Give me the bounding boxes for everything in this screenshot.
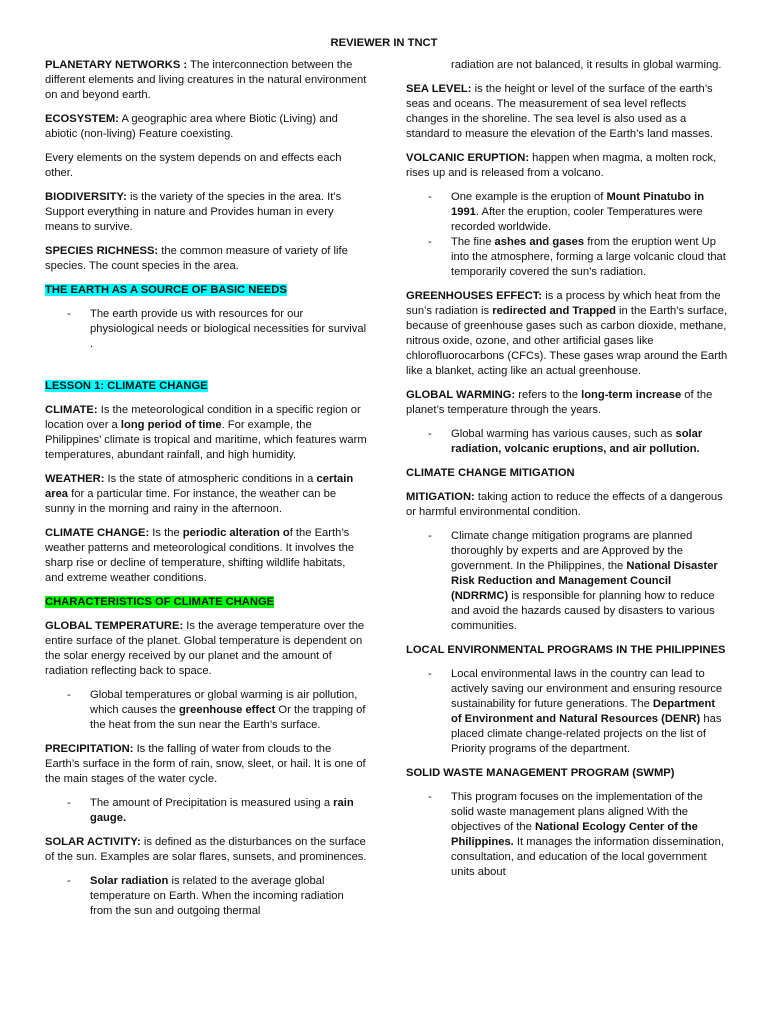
emphasis-text: solar radiation, volcanic eruptions, and air pollution. — [451, 428, 703, 455]
paragraph-greenhouse-effect — [406, 289, 728, 379]
definition-text: taking action to reduce the effects of a dangerous or harmful environmental condition. — [406, 491, 723, 518]
emphasis-text: ashes and gases — [494, 236, 585, 248]
emphasis-text: periodic alteration o — [182, 527, 290, 539]
emphasis-text: long period of time — [120, 419, 222, 431]
paragraph-precipitation — [45, 742, 367, 787]
emphasis-text: National Ecology Center of the Philippines. — [451, 821, 698, 848]
term-mitigation: MITIGATION: — [406, 491, 475, 503]
list-item-text: The earth provide us with resources for our physiological needs or biological necessities for survival . — [90, 308, 367, 350]
emphasis-text: Mount Pinatubo in 1991 — [451, 191, 705, 218]
list-item-text: is responsible for planning how to reduce and avoid the hazards caused by disasters to various communities. — [451, 590, 715, 632]
term-solar-activity: SOLAR ACTIVITY: — [45, 836, 141, 848]
definition-text: of the planet’s temperature through the years. — [406, 389, 713, 416]
definition-text: is a process by which heat from the sun’s radiation is — [406, 290, 721, 317]
bullet-list — [406, 790, 728, 880]
bullet-list — [406, 427, 728, 457]
emphasis-text: greenhouse effect — [178, 704, 276, 716]
term-biodiversity: BIODIVERSITY: — [45, 191, 127, 203]
list-item-text: has placed climate change-related projects on the list of Priority programs of the department. — [451, 713, 722, 755]
definition-text: in the Earth’s surface, because of greenhouse gases such as carbon dioxide, methane, nitrous oxide, ozone, and other artificial gases like chlorofluorocarbons (CFCs). These gases wrap around the Earth like a blanket, acting like an actual greenhouse. — [406, 305, 728, 377]
definition-text: is defined as the disturbances on the surface of the sun. Examples are solar flares, sunsets, and prominences. — [45, 836, 367, 863]
paragraph-volcanic-eruption — [406, 151, 728, 181]
paragraph-mitigation — [406, 490, 728, 520]
list-item-text: . After the eruption, cooler Temperatures were recorded worldwide. — [451, 206, 703, 233]
paragraph-ecosystem — [45, 112, 367, 142]
term-global-warming: GLOBAL WARMING: — [406, 389, 516, 401]
heading-basic-needs — [45, 283, 367, 298]
list-item-text: Or the trapping of the heat from the sun near the Earth’s surface. — [90, 704, 366, 731]
heading-swmp: SOLID WASTE MANAGEMENT PROGRAM (SWMP) — [406, 767, 675, 779]
term-species-richness: SPECIES RICHNESS: — [45, 245, 159, 257]
definition-text: Is the state of atmospheric conditions in a — [104, 473, 317, 485]
term-sea-level: SEA LEVEL: — [406, 83, 472, 95]
bullet-list — [406, 529, 728, 634]
list-item-text: Global warming has various causes, such as — [451, 428, 676, 440]
list-item-text: One example is the eruption of — [451, 191, 607, 203]
term-planetary-networks: PLANETARY NETWORKS : — [45, 59, 188, 71]
heading-mitigation: CLIMATE CHANGE MITIGATION — [406, 467, 575, 479]
definition-text: for a particular time. For instance, the weather can be sunny in the morning and rainy in the afternoon. — [45, 488, 337, 515]
bullet-list — [406, 190, 728, 280]
list-item-text: The amount of Precipitation is measured using a — [90, 797, 334, 809]
emphasis-text: certain area — [45, 473, 354, 500]
list-item-text: This program focuses on the implementation of the solid waste management plans aligned With the objectives of the — [451, 791, 703, 833]
definition-text: the common measure of variety of life species. The count species in the area. — [45, 245, 348, 272]
paragraph-global-warming — [406, 388, 728, 418]
heading-lesson-1 — [45, 379, 367, 394]
bullet-list — [45, 796, 367, 826]
list-item — [45, 688, 367, 733]
paragraph-weather — [45, 472, 367, 517]
paragraph-solar-activity — [45, 835, 367, 865]
emphasis-text: redirected and Trapped — [492, 305, 616, 317]
definition-text: . For example, the Philippines’ climate is tropical and maritime, which features warm temperatures, abundant rainfall, and high humidity. — [45, 419, 367, 461]
list-item — [45, 796, 367, 826]
term-climate-change: CLIMATE CHANGE: — [45, 527, 150, 539]
definition-text: is the height or level of the surface of the earth’s seas and oceans. The measurement of sea level reflects changes in the shoreline. The sea level is also used as a standard to measure the elevation of the Earth’s land masses. — [406, 83, 714, 140]
definition-text: The interconnection between the different elements and living creatures in the natural environment on and beyond earth. — [45, 59, 367, 101]
list-item — [406, 790, 728, 880]
emphasis-text: National Disaster Risk Reduction and Management Council (NDRRMC) — [451, 560, 718, 602]
highlighted-heading: CHARACTERISTICS OF CLIMATE CHANGE — [45, 596, 275, 608]
paragraph-climate — [45, 403, 367, 463]
bullet-list — [406, 667, 728, 757]
definition-text: happen when magma, a molten rock, rises up and is released from a volcano. — [406, 152, 717, 179]
list-item — [406, 235, 728, 280]
definition-text: refers to the — [515, 389, 582, 401]
definition-text: f the Earth’s weather patterns and meteorological conditions. It involves the sharp rise or decline of temperature, shifting wildlife habitats, and extreme weather conditions. — [45, 527, 355, 584]
definition-text: is the variety of the species in the area. It’s Support everything in nature and Provides human in every means to survive. — [45, 191, 342, 233]
list-item-text: from the eruption went Up into the atmosphere, forming a large volcanic cloud that temporarily covered the sun’s radiation. — [451, 236, 726, 278]
list-item-text: Local environmental laws in the country can lead to actively saving our environment and ensuring resource sustainability for future generations. The — [451, 668, 723, 710]
list-item-text: Climate change mitigation programs are planned thoroughly by experts and are Approved by the government. In the Philippines, the — [451, 530, 693, 572]
paragraph-elements — [45, 151, 367, 181]
highlighted-heading: THE EARTH AS A SOURCE OF BASIC NEEDS — [45, 284, 287, 296]
definition-text: Is the meteorological condition in a specific region or location over a — [45, 404, 361, 431]
paragraph-planetary-networks — [45, 58, 367, 103]
paragraph-global-temperature — [45, 619, 367, 679]
left-column — [45, 58, 367, 928]
term-precipitation: PRECIPITATION: — [45, 743, 134, 755]
term-global-temperature: GLOBAL TEMPERATURE: — [45, 620, 184, 632]
definition-text: Is the — [149, 527, 183, 539]
body-text: Every elements on the system depends on and effects each other. — [45, 152, 342, 179]
right-column — [406, 58, 728, 889]
paragraph-species-richness — [45, 244, 367, 274]
term-greenhouse-effect: GREENHOUSES EFFECT: — [406, 290, 543, 302]
list-item — [406, 427, 728, 457]
heading-local-programs: LOCAL ENVIRONMENTAL PROGRAMS IN THE PHILIPPINES — [406, 644, 726, 656]
list-item-continuation — [406, 58, 728, 73]
term-volcanic-eruption: VOLCANIC ERUPTION: — [406, 152, 530, 164]
highlighted-heading: LESSON 1: CLIMATE CHANGE — [45, 380, 208, 392]
spacer — [45, 361, 367, 379]
emphasis-text: Department of Environment and Natural Resources (DENR) — [451, 698, 716, 725]
emphasis-text: Solar radiation — [90, 875, 169, 887]
paragraph-biodiversity — [45, 190, 367, 235]
document-title: REVIEWER IN TNCT — [330, 37, 438, 49]
list-item — [406, 667, 728, 757]
emphasis-text: long-term increase — [581, 389, 682, 401]
paragraph-sea-level — [406, 82, 728, 142]
paragraph-climate-change — [45, 526, 367, 586]
list-item-text: The fine — [451, 236, 495, 248]
list-item — [406, 190, 728, 235]
definition-text: A geographic area where Biotic (Living) and abiotic (non-living) Feature coexisting. — [45, 113, 338, 140]
term-weather: WEATHER: — [45, 473, 105, 485]
list-item — [45, 307, 367, 352]
list-item — [406, 529, 728, 634]
term-climate: CLIMATE: — [45, 404, 98, 416]
list-item-text: radiation are not balanced, it results in global warming. — [451, 59, 722, 71]
bullet-list — [45, 874, 367, 919]
list-item-text: Global temperatures or global warming is air pollution, which causes the — [90, 689, 358, 716]
heading-characteristics — [45, 595, 367, 610]
emphasis-text: rain gauge. — [90, 797, 354, 824]
list-item-text: It manages the information dissemination, consultation, and education of the local government units about — [451, 836, 724, 878]
list-item — [45, 874, 367, 919]
definition-text: Is the falling of water from clouds to the Earth’s surface in the form of rain, snow, sleet, or hail. It is one of the main stages of the water cycle. — [45, 743, 366, 785]
bullet-list — [45, 307, 367, 352]
list-item-text: is related to the average global temperature on Earth. When the incoming radiation from the sun and outgoing thermal — [90, 875, 344, 917]
definition-text: Is the average temperature over the entire surface of the planet. Global temperature is dependent on the solar energy received by our planet and the amount of radiation reflecting back to space. — [45, 620, 365, 677]
term-ecosystem: ECOSYSTEM: — [45, 113, 119, 125]
bullet-list — [45, 688, 367, 733]
